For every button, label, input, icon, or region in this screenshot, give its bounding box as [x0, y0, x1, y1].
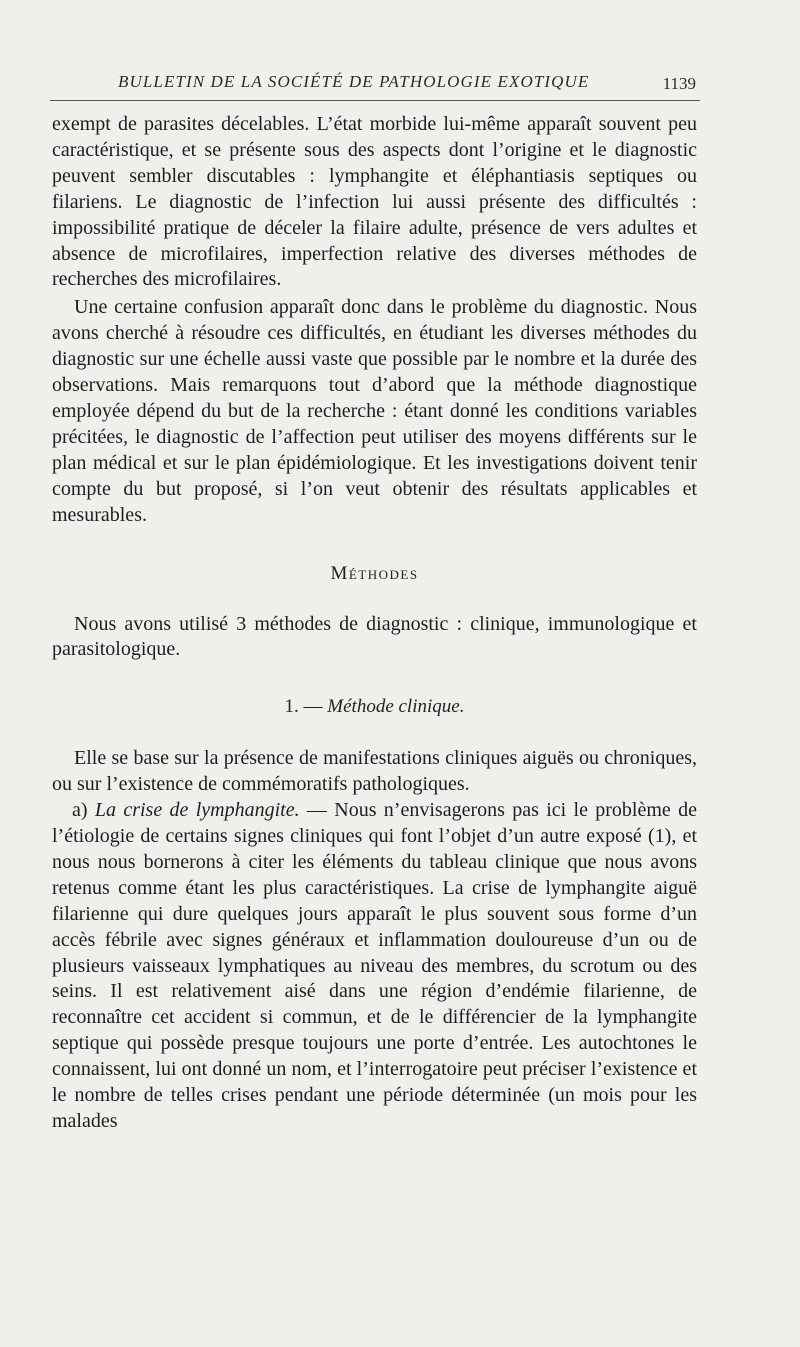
paragraph-4: Elle se base sur la présence de manifestations cliniques aiguës ou chroniques, ou sur l’existence de commémoratifs pathologiques. — [52, 747, 697, 796]
item-title: La crise de lymphangite. — [94, 799, 300, 822]
item-text: — Nous n’envisagerons pas ici le problème de l’étiologie de certains signes cliniques qui font l’objet d’un autre exposé (1), et nous nous bornerons à citer les éléments du tableau clinique que nous avons retenus comme étant les plus caractéristiques. La crise de lymphangite aiguë filarienne qui dure quelques jours apparaît le plus souvent sous forme d’un accès fébrile avec signes généraux et inflammation douloureuse d’un ou de plusieurs vaisseaux lymphatiques au niveau des membres, du scrotum ou des seins. Il est relativement aisé dans une région d’endémie filarienne, de reconnaître cet accident si commun, et de le différencier de la lymphangite septique qui possède presque toujours une porte d’entrée. Les autochtones le connaissent, lui ont donné un nom, et l’interrogatoire peut préciser l’existence et le nombre de telles crises pendant une période déterminée (un mois pour les malades — [52, 799, 698, 1132]
subsection-title: Méthode clinique. — [327, 696, 465, 718]
running-header — [50, 72, 700, 101]
subsection-heading — [52, 696, 697, 718]
article-body — [52, 112, 697, 1135]
subsection-number: 1. — — [284, 696, 323, 718]
section-heading-methodes: Méthodes — [330, 562, 419, 584]
page-number: 1139 — [662, 74, 696, 93]
paragraph-1: exempt de parasites décelables. L’état morbide lui-même apparaît souvent peu caractéristique, et se présente sous des aspects dont l’origine et le diagnostic peuvent sembler discutables : lymphangite et éléphantiasis septiques ou filariens. Le diagnostic de l’infection lui aussi présente des difficultés : impossibilité pratique de déceler la filaire adulte, présence de vers adultes et absence de microfilaires, imperfection relative des diverses méthodes de recherches des microfilaires. — [52, 113, 697, 291]
paragraph-2: Une certaine confusion apparaît donc dans le problème du diagnostic. Nous avons cherché à résoudre ces difficultés, en étudiant les diverses méthodes du diagnostic sur une échelle aussi vaste que possible par le nombre et la durée des observations. Mais remarquons tout d’abord que la méthode diagnostique employée dépend du but de la recherche : étant donné les conditions variables précitées, le diagnostic de l’affection peut utiliser des moyens différents sur le plan médical et sur le plan épidémiologique. Et les investigations doivent tenir compte du but proposé, si l’on veut obtenir des résultats applicables et mesurables. — [52, 296, 697, 526]
paragraph-5 — [52, 798, 697, 1135]
paragraph-3: Nous avons utilisé 3 méthodes de diagnostic : clinique, immunologique et parasitologique. — [52, 612, 697, 661]
journal-title: BULLETIN DE LA SOCIÉTÉ DE PATHOLOGIE EXOTIQUE — [118, 72, 590, 91]
item-label: a) — [72, 799, 95, 822]
